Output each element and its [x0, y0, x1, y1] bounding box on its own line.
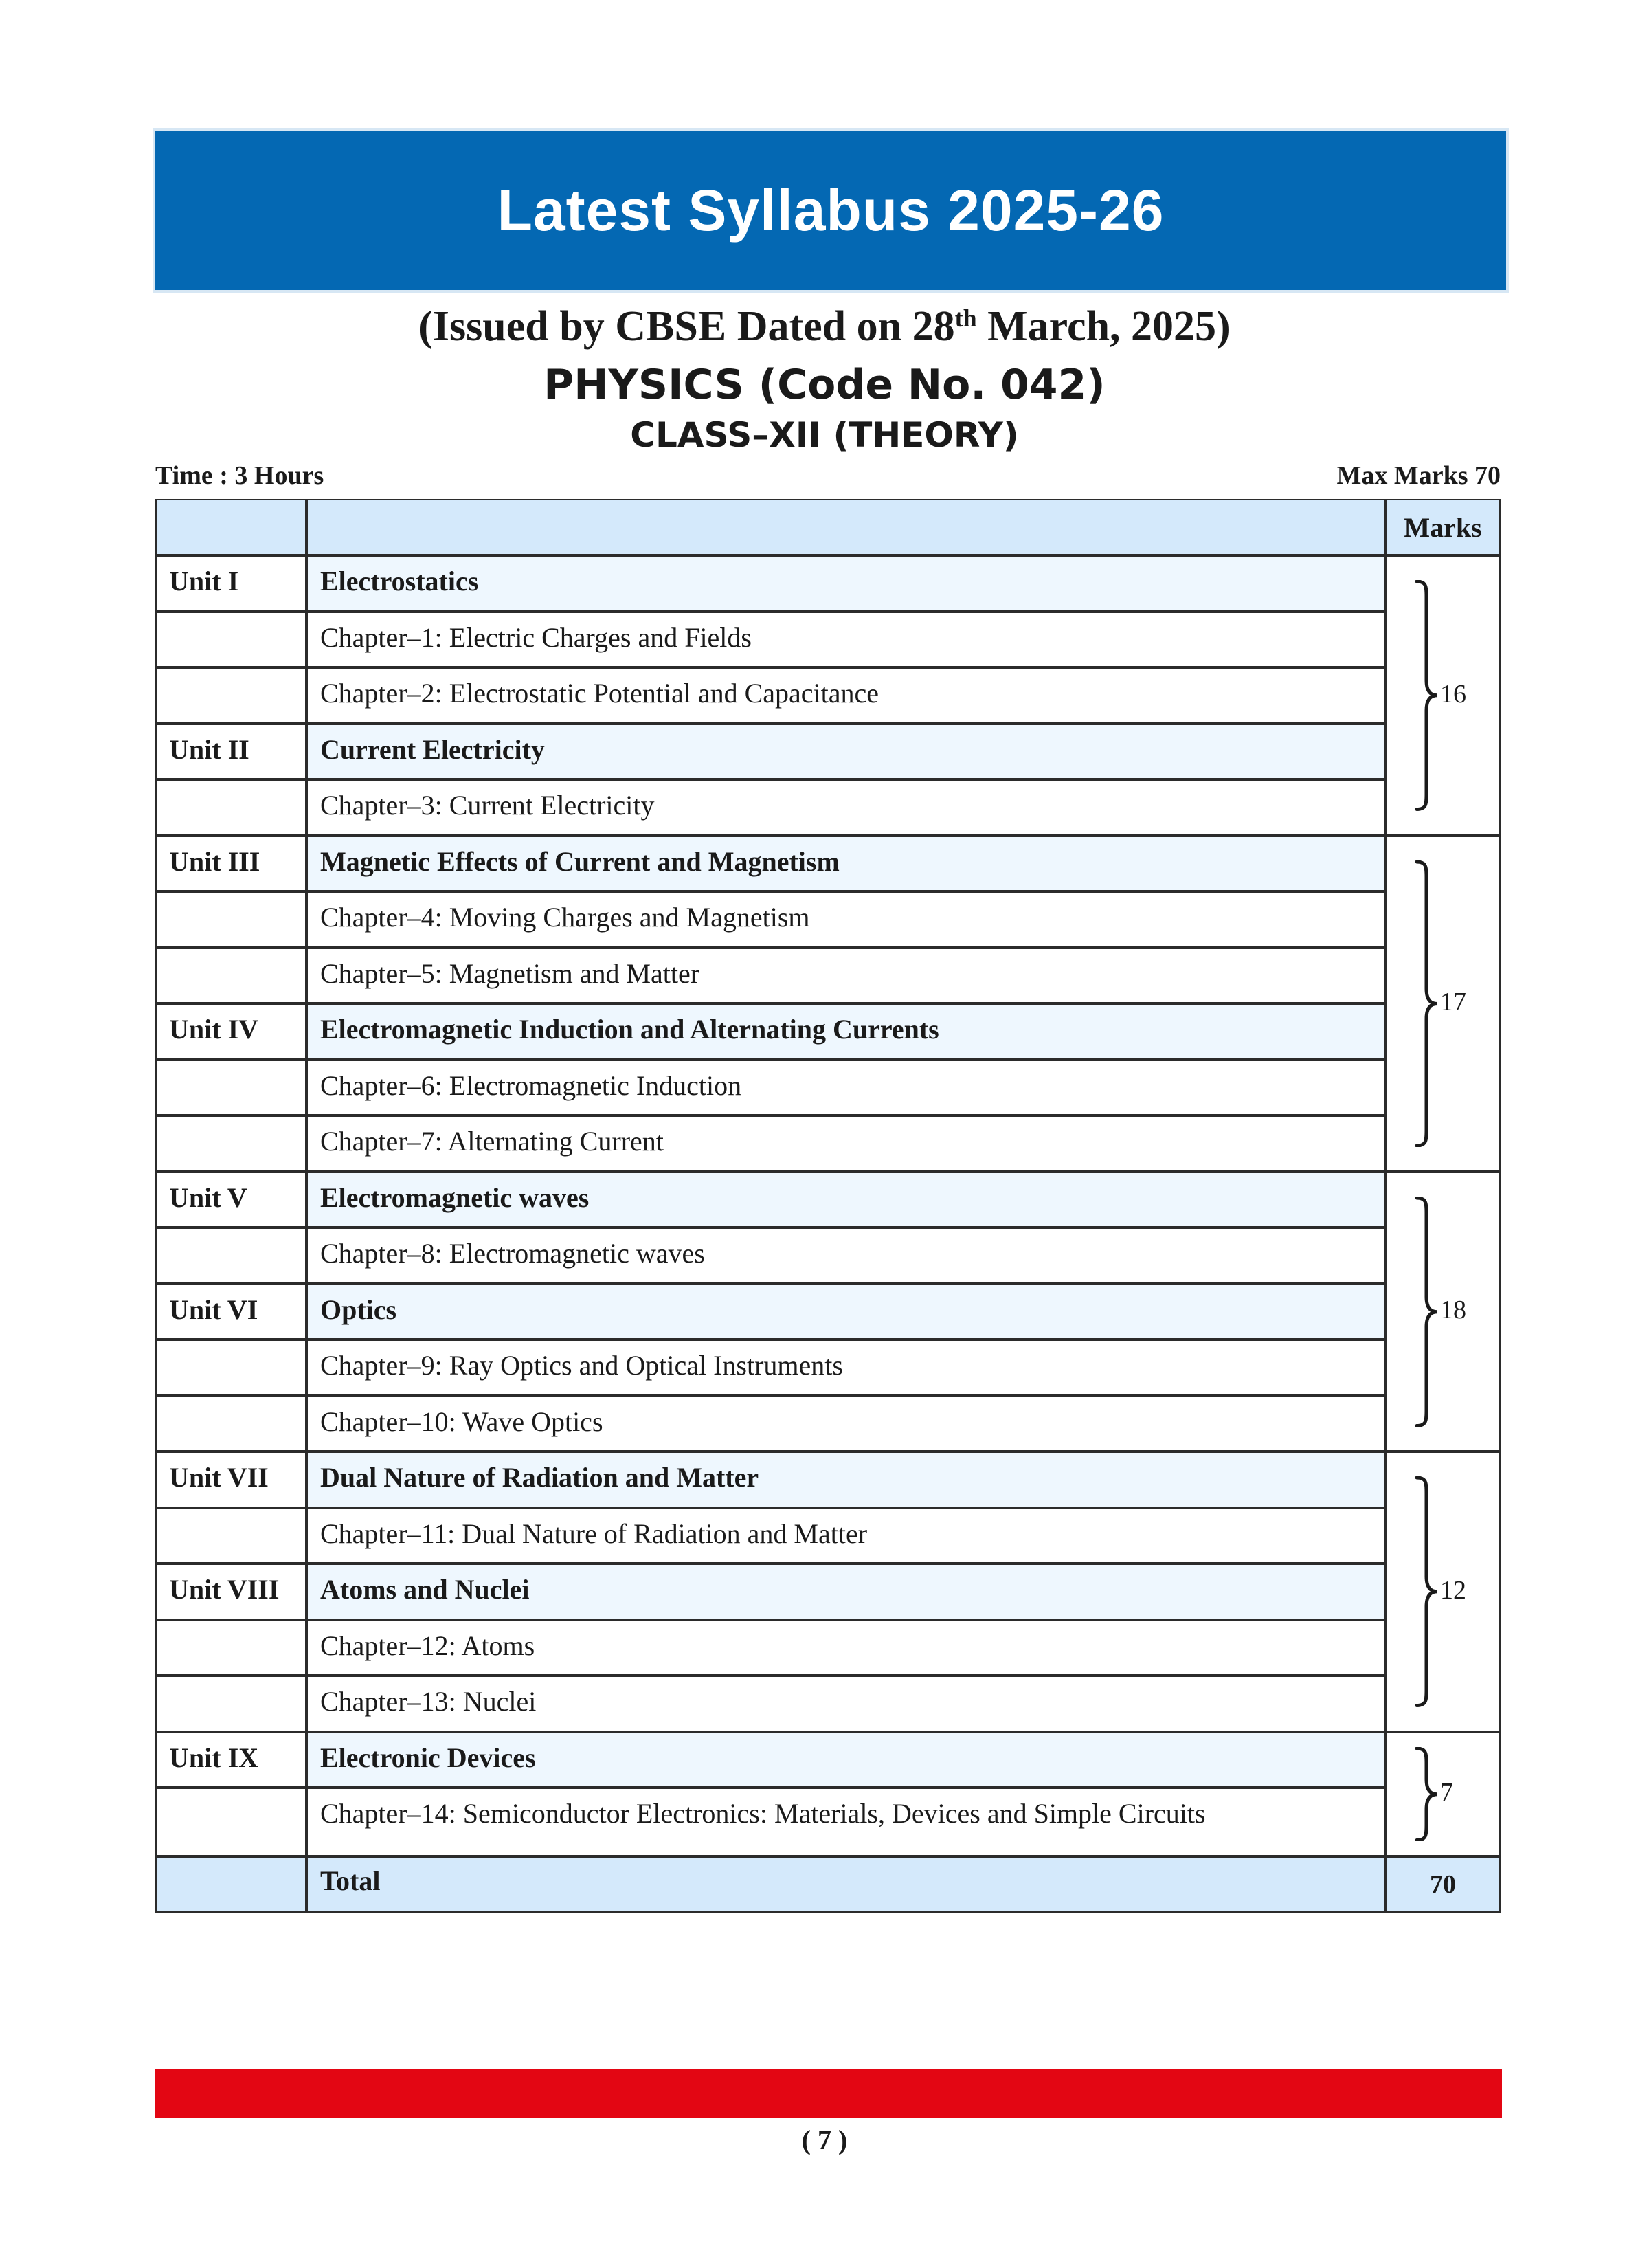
- unit-title: Electromagnetic Induction and Alternating Currents: [306, 1003, 1385, 1060]
- unit-cell: Unit IX: [155, 1732, 306, 1788]
- banner-title: Latest Syllabus 2025-26: [497, 177, 1165, 243]
- chapter-title: Chapter–1: Electric Charges and Fields: [306, 612, 1385, 668]
- unit-cell: [155, 667, 306, 724]
- issued-line: [0, 302, 1649, 351]
- right-brace-icon: [1414, 1747, 1442, 1842]
- issued-superscript: th: [954, 304, 977, 332]
- unit-cell: [155, 891, 306, 948]
- chapter-title: Chapter–13: Nuclei: [306, 1676, 1385, 1732]
- unit-group-marks: 18: [1440, 1296, 1466, 1325]
- unit-group-marks: 12: [1440, 1575, 1466, 1605]
- unit-cell: Unit IV: [155, 1003, 306, 1060]
- chapter-title: Chapter–3: Current Electricity: [306, 779, 1385, 836]
- unit-cell: Unit VII: [155, 1452, 306, 1508]
- unit-title: Electromagnetic waves: [306, 1172, 1385, 1228]
- unit-title: Magnetic Effects of Current and Magnetism: [306, 836, 1385, 892]
- unit-cell: [155, 1339, 306, 1396]
- unit-cell: [155, 948, 306, 1004]
- chapter-title: Chapter–14: Semiconductor Electronics: Materials, Devices and Simple Circuits: [306, 1788, 1385, 1856]
- issued-prefix: (Issued by CBSE Dated on 28: [418, 303, 955, 350]
- total-label: Total: [306, 1856, 1385, 1913]
- right-brace-icon: [1414, 580, 1442, 811]
- unit-cell: Unit V: [155, 1172, 306, 1228]
- unit-cell: [155, 1060, 306, 1116]
- chapter-title: Chapter–4: Moving Charges and Magnetism: [306, 891, 1385, 948]
- chapter-title: Chapter–2: Electrostatic Potential and Capacitance: [306, 667, 1385, 724]
- unit-cell: Unit II: [155, 724, 306, 780]
- unit-cell: Unit VI: [155, 1284, 306, 1340]
- unit-cell: [155, 779, 306, 836]
- header-marks-cell: Marks: [1385, 499, 1501, 555]
- chapter-title: Chapter–5: Magnetism and Matter: [306, 948, 1385, 1004]
- chapter-title: Chapter–10: Wave Optics: [306, 1396, 1385, 1452]
- class-title: CLASS–XII (THEORY): [630, 415, 1019, 455]
- chapter-title: Chapter–7: Alternating Current: [306, 1115, 1385, 1172]
- unit-group-marks: 16: [1440, 679, 1466, 709]
- unit-cell: Unit III: [155, 836, 306, 892]
- unit-title: Electronic Devices: [306, 1732, 1385, 1788]
- unit-cell: [155, 1620, 306, 1676]
- right-brace-icon: [1414, 1197, 1442, 1427]
- subject-title: PHYSICS (Code No. 042): [543, 361, 1106, 409]
- total-marks: 70: [1385, 1856, 1501, 1913]
- unit-title: Dual Nature of Radiation and Matter: [306, 1452, 1385, 1508]
- chapter-title: Chapter–8: Electromagnetic waves: [306, 1227, 1385, 1284]
- unit-cell: [155, 1676, 306, 1732]
- right-brace-icon: [1414, 1476, 1442, 1707]
- max-marks: Max Marks 70: [1336, 461, 1501, 490]
- unit-cell: [155, 1788, 306, 1856]
- syllabus-table: [155, 499, 1501, 1912]
- chapter-title: Chapter–9: Ray Optics and Optical Instruments: [306, 1339, 1385, 1396]
- unit-cell: [155, 1508, 306, 1564]
- footer-bar: [155, 2069, 1502, 2118]
- header-topic-cell: [306, 499, 1385, 555]
- chapter-title: Chapter–6: Electromagnetic Induction: [306, 1060, 1385, 1116]
- unit-group-marks: 17: [1440, 988, 1466, 1016]
- unit-cell: Unit I: [155, 555, 306, 612]
- chapter-title: Chapter–11: Dual Nature of Radiation and Matter: [306, 1508, 1385, 1564]
- total-unit-cell: [155, 1856, 306, 1913]
- time-duration: Time : 3 Hours: [155, 461, 324, 490]
- unit-cell: [155, 1115, 306, 1172]
- unit-cell: [155, 1227, 306, 1284]
- title-banner: [155, 131, 1506, 290]
- unit-title: Current Electricity: [306, 724, 1385, 780]
- unit-title: Optics: [306, 1284, 1385, 1340]
- right-brace-icon: [1414, 860, 1442, 1147]
- page-number: ( 7 ): [801, 2124, 848, 2155]
- header-unit-cell: [155, 499, 306, 555]
- unit-cell: Unit VIII: [155, 1564, 306, 1620]
- unit-cell: [155, 1396, 306, 1452]
- issued-suffix: March, 2025): [976, 303, 1231, 350]
- unit-title: Atoms and Nuclei: [306, 1564, 1385, 1620]
- unit-title: Electrostatics: [306, 555, 1385, 612]
- chapter-title: Chapter–12: Atoms: [306, 1620, 1385, 1676]
- unit-cell: [155, 612, 306, 668]
- unit-group-marks: 7: [1440, 1778, 1453, 1808]
